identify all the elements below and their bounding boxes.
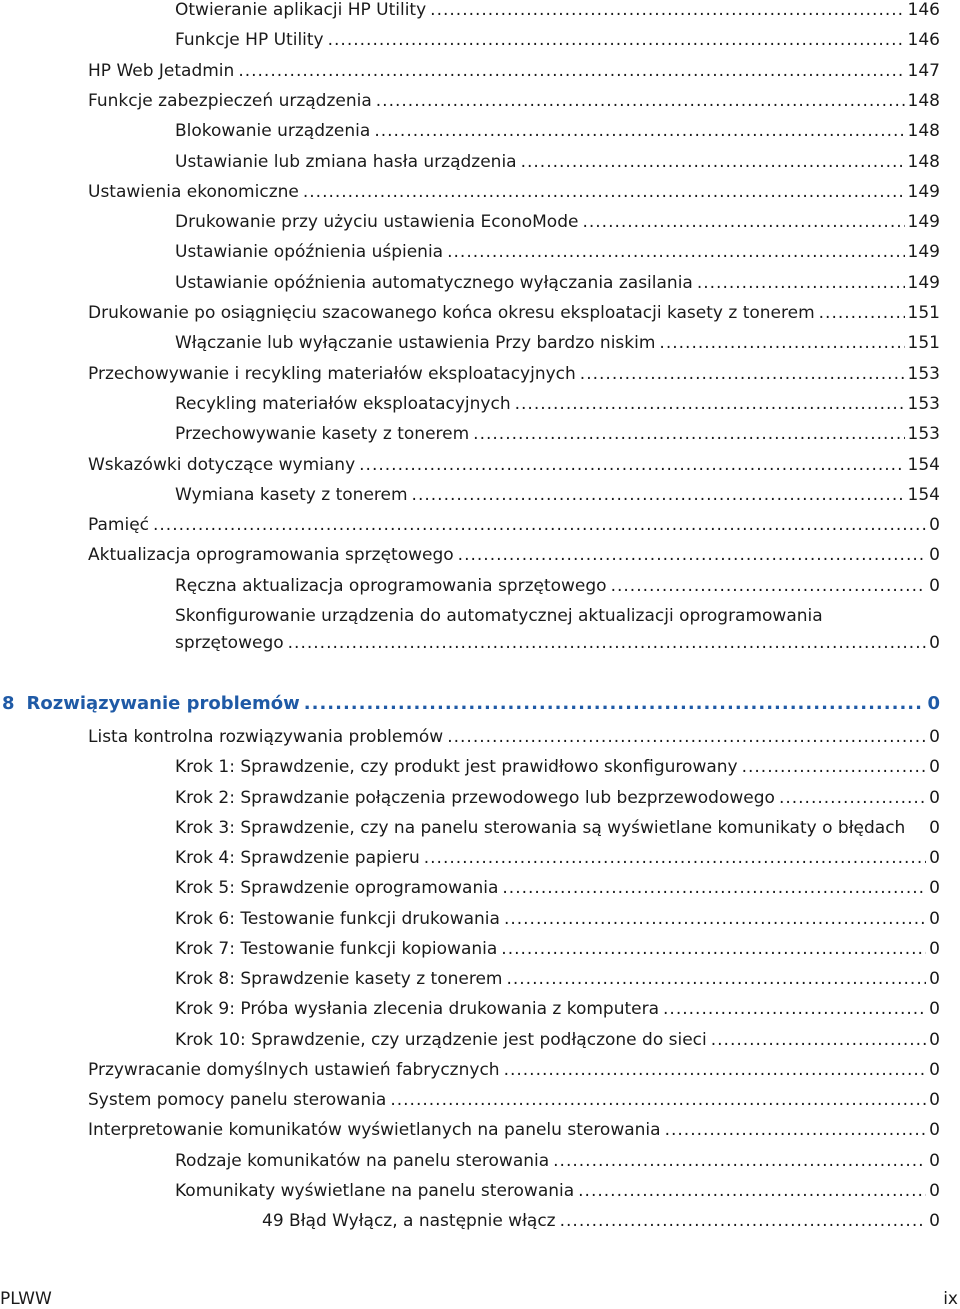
toc-entry[interactable] [175,30,940,50]
leader-dots [390,1090,926,1110]
toc-entry[interactable] [175,0,940,20]
toc-entry[interactable] [88,91,940,111]
chapter-number: 8 [2,693,15,714]
toc-entry-page: 153 [907,363,940,384]
toc-entry-page: 0 [929,848,940,868]
leader-dots [582,212,904,232]
toc-entry-page: 0 [929,727,940,747]
toc-entry-page: 0 [929,908,940,929]
toc-entry[interactable] [88,727,940,747]
toc-entry[interactable] [175,939,940,959]
toc-entry[interactable] [175,242,940,262]
toc-entry[interactable] [88,1120,940,1140]
toc-entry-title: Krok 10: Sprawdzenie, czy urządzenie jest podłączone do sieci [175,1029,707,1050]
toc-entry-title: HP Web Jetadmin [88,60,235,81]
leader-dots [412,485,905,505]
toc-entry-title: Drukowanie po osiągnięciu szacowanego końca okresu eksploatacji kasety z tonerem [88,303,815,323]
toc-entry[interactable] [175,969,940,989]
leader-dots [238,61,904,81]
toc-entry-page: 151 [907,333,940,354]
leader-dots [304,694,925,714]
leader-dots [742,757,927,777]
toc-entry-title: Krok 6: Testowanie funkcji drukowania [175,908,500,929]
footer-page-number: ix [943,1289,958,1309]
toc-entry-page: 0 [929,633,940,653]
toc-entry[interactable] [88,1090,940,1110]
toc-entry-page: 0 [929,575,940,596]
leader-dots [504,909,926,929]
toc-entry-page: 0 [929,969,940,989]
toc-entry[interactable] [88,303,940,323]
toc-entry[interactable] [88,1060,940,1080]
toc-entry[interactable] [175,1181,940,1201]
toc-entry[interactable] [175,818,940,838]
toc-entry-title: Krok 8: Sprawdzenie kasety z tonerem [175,969,503,989]
toc-entry-title: Przywracanie domyślnych ustawień fabrycznych [88,1059,500,1080]
toc-entry-page: 148 [907,90,940,111]
leader-dots [376,91,905,111]
toc-entry-page: 147 [907,60,940,81]
toc-entry-page: 154 [907,454,940,475]
toc-entry[interactable] [175,788,940,808]
toc-entry[interactable] [175,633,940,653]
leader-dots [580,364,905,384]
toc-entry-title: Krok 2: Sprawdzanie połączenia przewodowego lub bezprzewodowego [175,787,775,808]
toc-entry[interactable] [175,121,940,141]
toc-entry-title: Ustawianie opóźnienia automatycznego wyłączania zasilania [175,272,693,293]
toc-entry-title: Funkcje zabezpieczeń urządzenia [88,90,372,111]
toc-entry[interactable] [175,212,940,232]
leader-dots [506,969,926,989]
leader-dots [501,939,926,959]
toc-entry-page: 0 [929,515,940,536]
toc-entry-title: Ustawianie opóźnienia uśpienia [175,242,444,263]
toc-entry-title: Drukowanie przy użyciu ustawienia EconoMode [175,212,579,233]
leader-dots [553,1151,926,1171]
toc-entry-page: 0 [929,1180,940,1201]
leader-dots [359,455,904,475]
leader-dots [659,333,904,353]
toc-entry-title: Rodzaje komunikatów na panelu sterowania [175,1150,550,1171]
toc-entry-title: Wymiana kasety z tonerem [175,484,408,505]
toc-entry-page: 0 [929,1120,940,1141]
leader-dots [611,576,927,596]
toc-entry[interactable] [175,424,940,444]
toc-entry[interactable] [88,545,940,565]
toc-entry-title: Krok 4: Sprawdzenie papieru [175,848,420,868]
toc-entry-title: Krok 9: Próba wysłania zlecenia drukowania z komputera [175,999,660,1020]
leader-dots [447,727,926,747]
leader-dots [473,424,904,444]
toc-entry-page: 0 [929,817,940,838]
toc-entry-page: 149 [907,212,940,233]
toc-entry[interactable] [88,515,940,535]
toc-entry[interactable] [175,152,940,172]
toc-entry-title: Recykling materiałów eksploatacyjnych [175,393,511,414]
toc-entry[interactable] [88,364,940,384]
leader-dots [578,1181,926,1201]
toc-entry-title: System pomocy panelu sterowania [88,1090,387,1110]
toc-entry-page: 0 [929,938,940,959]
toc-entry-title: Ustawianie lub zmiana hasła urządzenia [175,151,517,172]
toc-entry-title: Funkcje HP Utility [175,30,324,51]
toc-entry-page: 0 [929,545,940,566]
toc-entry-page: 0 [929,787,940,808]
toc-entry-title: sprzętowego [175,633,284,653]
toc-entry[interactable] [175,1151,940,1171]
leader-dots [303,182,905,202]
toc-entry-title: Krok 1: Sprawdzenie, czy produkt jest prawidłowo skonfigurowany [175,757,738,778]
toc-entry[interactable] [175,1030,940,1050]
toc-entry[interactable] [175,999,940,1019]
toc-entry-title: Włączanie lub wyłączanie ustawienia Przy bardzo niskim [175,333,656,354]
leader-dots [663,999,926,1019]
toc-entry-page: 153 [907,393,940,414]
toc-entry[interactable] [88,455,940,475]
toc-entry-page: 149 [907,242,940,263]
footer-locale: PLWW [0,1289,52,1309]
toc-entry[interactable] [175,909,940,929]
toc-entry-page: 153 [907,424,940,445]
leader-dots [153,515,926,535]
toc-entry[interactable] [175,273,940,293]
toc-entry-title: Wskazówki dotyczące wymiany [88,454,356,475]
toc-entry[interactable] [88,182,940,202]
toc-entry-page: 148 [907,151,940,172]
leader-dots [328,30,905,50]
leader-dots [504,1060,927,1080]
toc-entry-title: Przechowywanie i recykling materiałów eksploatacyjnych [88,363,576,384]
toc-entry-title: Otwieranie aplikacji HP Utility [175,0,427,20]
leader-dots [779,788,926,808]
leader-dots [697,273,905,293]
leader-dots [430,0,904,20]
toc-entry[interactable] [175,576,940,596]
toc-entry-page: 0 [929,1029,940,1050]
toc-entry-title: Przechowywanie kasety z tonerem [175,424,470,445]
toc-entry-page: 0 [929,878,940,899]
leader-dots [711,1030,926,1050]
toc-entry[interactable] [175,757,940,777]
toc-entry-title: Krok 5: Sprawdzenie oprogramowania [175,878,499,899]
leader-dots [424,848,926,868]
toc-entry-page: 154 [907,484,940,505]
leader-dots [374,121,904,141]
toc-entry-title: Aktualizacja oprogramowania sprzętowego [88,545,454,566]
toc-entry-page: 149 [907,272,940,293]
toc-entry-title: Ustawienia ekonomiczne [88,181,299,202]
toc-entry-title: Lista kontrolna rozwiązywania problemów [88,727,444,747]
toc-entry-title: Ręczna aktualizacja oprogramowania sprzętowego [175,575,607,596]
toc-entry[interactable] [262,1211,940,1231]
toc-entry[interactable] [88,61,940,81]
toc-entry-title: Interpretowanie komunikatów wyświetlanych na panelu sterowania [88,1120,661,1141]
toc-entry-page: 0 [929,999,940,1020]
toc-entry-title: Krok 3: Sprawdzenie, czy na panelu sterowania są wyświetlane komunikaty o błędach [175,817,906,838]
toc-entry-title: Pamięć [88,515,149,536]
leader-dots [458,545,927,565]
toc-entry-page: 149 [907,181,940,202]
toc-entry-page: 0 [929,1211,940,1231]
toc-entry[interactable] [175,848,940,868]
toc-entry-page: 148 [907,121,940,142]
toc-entry-page: 0 [929,757,940,778]
toc-entry-page: 0 [929,1150,940,1171]
toc-entry-title: Blokowanie urządzenia [175,121,371,142]
leader-dots [521,152,905,172]
toc-entry[interactable] [175,333,940,353]
toc-entry-title-line1[interactable]: Skonfigurowanie urządzenia do automatycznej aktualizacji oprogramowania [175,606,823,626]
leader-dots [515,394,905,414]
chapter-title: Rozwiązywanie problemów [26,693,300,714]
leader-dots [447,242,904,262]
leader-dots [288,633,927,653]
toc-entry-title: Komunikaty wyświetlane na panelu sterowania [175,1180,575,1201]
leader-dots [819,303,905,323]
toc-entry-page: 146 [907,30,940,51]
toc-entry[interactable] [175,878,940,898]
leader-dots [665,1120,927,1140]
toc-entry-page: 146 [907,0,940,20]
toc-entry-page: 0 [929,1090,940,1110]
leader-dots [560,1211,927,1231]
chapter-page-number: 0 [927,693,940,714]
toc-entry[interactable] [175,485,940,505]
chapter-heading[interactable] [2,694,940,714]
toc-entry-page: 151 [907,303,940,323]
leader-dots [502,878,926,898]
toc-entry-title: Krok 7: Testowanie funkcji kopiowania [175,938,498,959]
toc-entry[interactable] [175,394,940,414]
toc-entry-title: 49 Błąd Wyłącz, a następnie włącz [262,1211,556,1231]
toc-entry-page: 0 [929,1059,940,1080]
